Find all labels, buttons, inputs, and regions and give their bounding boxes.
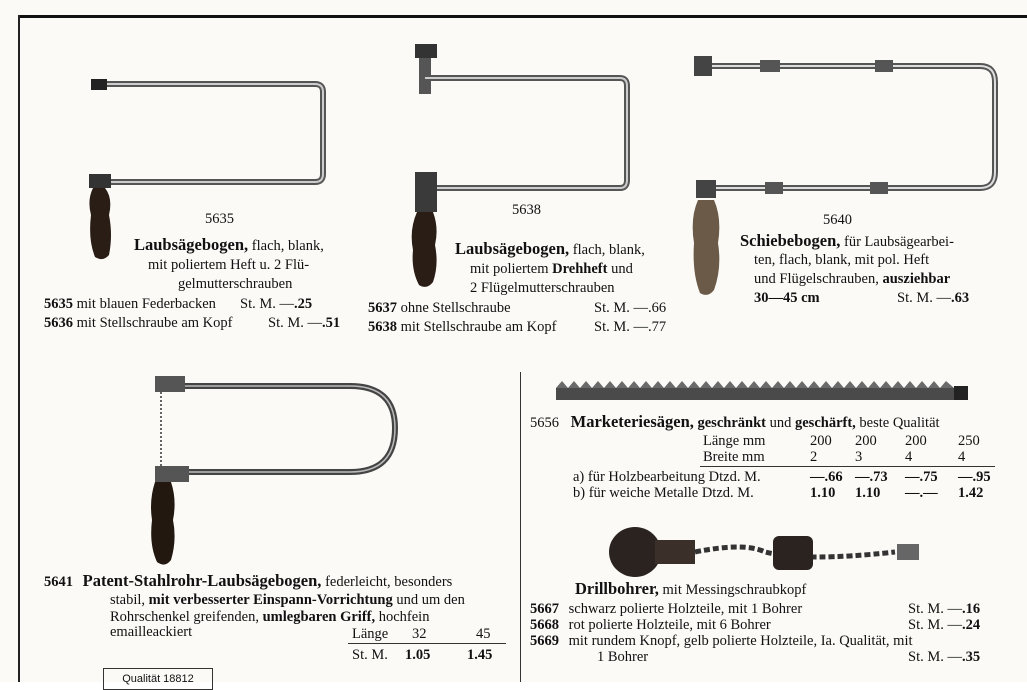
row-5636-price — [268, 315, 340, 332]
product-5638-desc3: 2 Flügelmutterschrauben — [470, 280, 615, 296]
product-5640-title: Schiebebogen, — [740, 231, 841, 250]
row-5635-text: mit blauen Federbacken — [76, 296, 216, 312]
product-5635-row — [44, 296, 216, 313]
product-5656-row-a-cell: —.66 — [810, 469, 843, 485]
row-5635-price — [240, 296, 312, 313]
product-5638-title: Laubsägebogen, — [455, 239, 570, 258]
product-5641-desc1: federleicht, besonders — [325, 574, 453, 590]
product-5641-length-label: Länge — [352, 626, 389, 642]
product-5656-laengen-cell: 200 — [905, 433, 927, 449]
product-5640-desc3 — [754, 271, 950, 288]
product-5640-price — [897, 290, 969, 307]
figure-number-5640: 5640 — [823, 212, 852, 228]
row-5669-price — [908, 649, 980, 666]
left-rule — [18, 15, 20, 682]
product-5638-heading — [455, 240, 645, 259]
row-5638-text: mit Stellschraube am Kopf — [400, 319, 557, 335]
product-5656-row-a-cell: —.75 — [905, 469, 938, 485]
product-5656-laengen-cell: 200 — [810, 433, 832, 449]
product-5638-desc2c: und — [611, 261, 633, 277]
product-5656-desc-a: geschränkt — [697, 415, 766, 431]
product-5641-price-label: St. M. — [352, 647, 388, 663]
row-5638-number: 5638 — [368, 319, 397, 335]
product-5656-breiten-cell: 3 — [855, 449, 863, 465]
product-5656-title: Marketeriesägen, — [570, 412, 694, 431]
product-5641-price-1: 1.05 — [405, 647, 431, 663]
product-5656-desc-d: beste Qualität — [859, 415, 940, 431]
row-5638-price: St. M. —.77 — [594, 319, 667, 335]
product-5635-title: Laubsägebogen, — [134, 235, 249, 254]
row-5637-text: ohne Stellschraube — [400, 300, 511, 316]
figure-number-5635: 5635 — [205, 211, 234, 227]
row-5636-price-value: .51 — [322, 315, 341, 331]
row-5668-price — [908, 617, 980, 634]
row-5637-price: St. M. —.66 — [594, 300, 667, 316]
row-5669-text: mit rundem Knopf, gelb polierte Holzteile, Ia. Qualität, mit — [568, 633, 913, 649]
product-5656-row-a-cell: —.95 — [958, 469, 991, 485]
drill-title: Drillbohrer, — [575, 579, 659, 598]
product-5640-desc1: für Laubsägearbei- — [844, 234, 954, 250]
product-5656-laengen-cell: 200 — [855, 433, 877, 449]
row-5668-number: 5668 — [530, 617, 559, 633]
product-5641-length-1: 32 — [412, 626, 427, 642]
product-5641-price-2: 1.45 — [467, 647, 493, 663]
row-5668-price-value: .24 — [962, 617, 981, 633]
product-5656-width-label: Breite mm — [703, 449, 765, 465]
product-5641-title: Patent-Stahlrohr-Laubsägebogen, — [82, 571, 322, 590]
product-5640-size: 30—45 cm — [754, 290, 820, 306]
row-5636-number: 5636 — [44, 315, 73, 331]
product-5656-length-label: Länge mm — [703, 433, 766, 449]
row-5669-price-prefix: St. M. — — [908, 649, 962, 665]
product-5641-desc2c: und um den — [396, 592, 465, 608]
product-5641-desc3a: Rohrschenkel greifenden, — [110, 609, 259, 625]
product-5656-row-a-cell: —.73 — [855, 469, 888, 485]
product-5641-desc2 — [110, 592, 465, 609]
product-5637-row — [368, 300, 511, 317]
row-5667-price-prefix: St. M. — — [908, 601, 962, 617]
product-5656-breiten-cell: 2 — [810, 449, 818, 465]
product-5640-heading — [740, 232, 954, 251]
row-5637-number: 5637 — [368, 300, 397, 316]
top-rule — [18, 15, 1027, 18]
product-5636-row — [44, 315, 232, 332]
product-5656-breiten-cell: 4 — [905, 449, 913, 465]
product-5656-breiten-cell: 4 — [958, 449, 966, 465]
row-5667-text: schwarz polierte Holzteile, mit 1 Bohrer — [568, 601, 803, 617]
product-5656-row-b-cell: 1.42 — [958, 485, 984, 501]
product-5668-row — [530, 617, 771, 634]
product-5656-desc-b: und — [769, 415, 792, 431]
row-5635-price-value: .25 — [294, 296, 313, 312]
drill-desc: mit Messingschraubkopf — [662, 582, 807, 598]
quality-stamp: Qualität 18812 — [103, 668, 213, 690]
product-5656-desc-c: geschärft, — [794, 415, 856, 431]
product-5640-desc3b: ausziehbar — [882, 271, 951, 287]
product-5656-row-b-cell: 1.10 — [810, 485, 836, 501]
product-5641-desc2a: stabil, — [110, 592, 146, 608]
row-5669-number: 5669 — [530, 633, 559, 649]
product-5638-desc2b: Drehheft — [552, 261, 608, 277]
product-5641-number: 5641 — [44, 574, 73, 590]
product-5640-desc2: ten, flach, blank, mit pol. Heft — [754, 252, 930, 268]
product-5656-row-b-cell: 1.10 — [855, 485, 881, 501]
row-5635-price-prefix: St. M. — — [240, 296, 294, 312]
row-5667-number: 5667 — [530, 601, 559, 617]
product-5640-price-prefix: St. M. — — [897, 290, 951, 306]
product-5641-length-2: 45 — [476, 626, 491, 642]
fretsaw-5641-illustration — [145, 370, 405, 570]
product-5656-row-b-label: b) für weiche Metalle Dtzd. M. — [573, 485, 754, 501]
product-5640-desc3a: und Flügelschrauben, — [754, 271, 879, 287]
saw-blade-illustration — [556, 380, 971, 402]
row-5667-price-value: .16 — [962, 601, 981, 617]
row-5667-price — [908, 601, 980, 618]
row-5636-text: mit Stellschraube am Kopf — [76, 315, 233, 331]
product-5641-heading — [44, 572, 452, 591]
figure-number-5638: 5638 — [512, 202, 541, 218]
column-separator — [520, 372, 521, 682]
row-5669-price-value: .35 — [962, 649, 981, 665]
product-5656-table-rule — [700, 466, 995, 467]
product-5640-price-value: .63 — [951, 290, 970, 306]
product-5641-desc4: emailleackiert — [110, 624, 193, 640]
drill-heading — [575, 580, 806, 599]
product-5669-row — [530, 633, 913, 650]
product-5656-heading — [530, 413, 940, 432]
row-5636-price-prefix: St. M. — — [268, 315, 322, 331]
product-5656-number: 5656 — [530, 415, 559, 431]
row-5668-text: rot polierte Holzteile, mit 6 Bohrer — [568, 617, 771, 633]
product-5635-desc3: gelmutterschrauben — [178, 276, 293, 292]
product-5656-row-a-label: a) für Holzbearbeitung Dtzd. M. — [573, 469, 761, 485]
product-5638-desc2 — [470, 261, 633, 278]
product-5641-desc3b: umlegbaren Griff, — [262, 609, 376, 625]
row-5635-number: 5635 — [44, 296, 73, 312]
product-5667-row — [530, 601, 802, 618]
drill-illustration — [605, 522, 925, 582]
product-5641-desc3c: hochfein — [378, 609, 430, 625]
product-5638-row — [368, 319, 556, 336]
product-5635-desc1: flach, blank, — [251, 238, 324, 254]
product-5641-desc2b: mit verbesserter Einspann-Vorrichtung — [148, 592, 393, 608]
product-5635-desc2: mit poliertem Heft u. 2 Flü- — [148, 257, 310, 273]
product-5641-table-rule — [348, 643, 506, 644]
product-5638-desc2a: mit poliertem — [470, 261, 549, 277]
row-5669-continuation: 1 Bohrer — [597, 649, 649, 665]
product-5656-row-b-cell: —.— — [905, 485, 938, 501]
product-5635-heading — [134, 236, 324, 255]
product-5656-laengen-cell: 250 — [958, 433, 980, 449]
row-5668-price-prefix: St. M. — — [908, 617, 962, 633]
product-5638-desc1: flach, blank, — [572, 242, 645, 258]
